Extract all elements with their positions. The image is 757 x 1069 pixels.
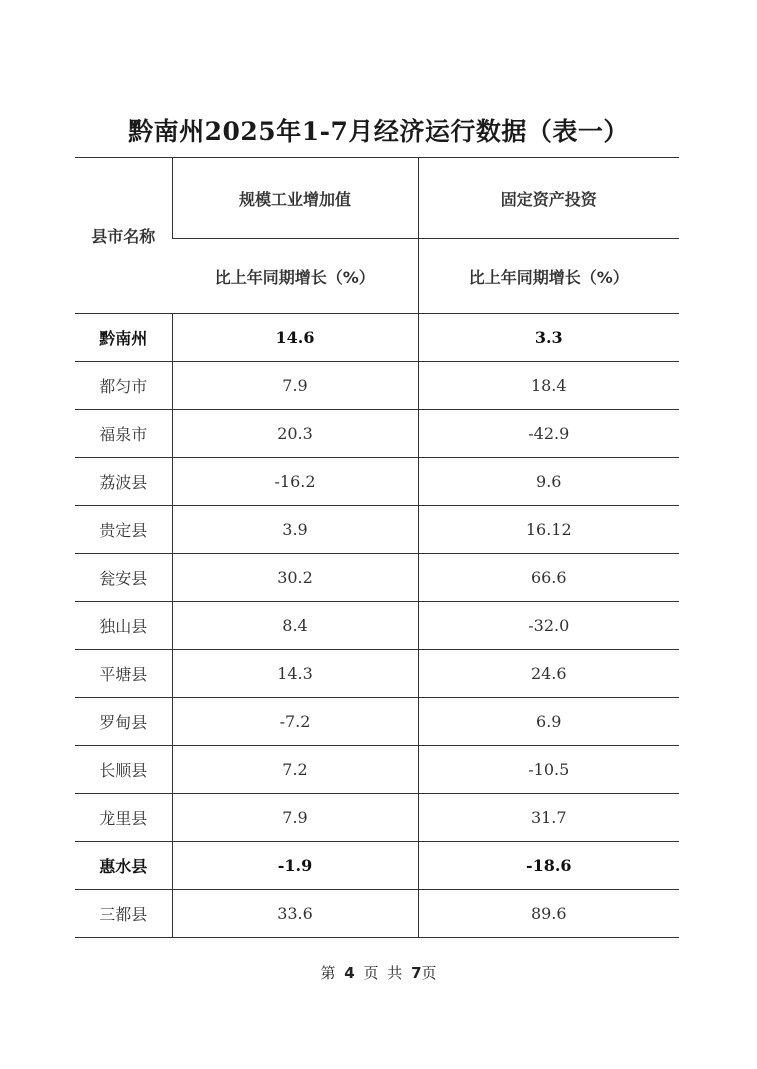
page-title: 黔南州2025年1-7月经济运行数据（表一） [128, 117, 629, 146]
industry-growth-cell: -1.9 [172, 842, 418, 890]
table-row [75, 794, 679, 842]
header-row [75, 158, 679, 239]
region-name-cell: 平塘县 [75, 650, 172, 698]
industry-growth-cell: 33.6 [172, 890, 418, 938]
industry-growth-cell: 30.2 [172, 554, 418, 602]
industry-growth-cell: 8.4 [172, 602, 418, 650]
region-name-cell: 独山县 [75, 602, 172, 650]
industry-growth-cell: 7.9 [172, 362, 418, 410]
region-name-cell: 长顺县 [75, 746, 172, 794]
region-name-cell: 贵定县 [75, 506, 172, 554]
region-name-cell: 龙里县 [75, 794, 172, 842]
region-name-cell: 罗甸县 [75, 698, 172, 746]
investment-growth-cell: 6.9 [418, 698, 679, 746]
investment-growth-subheader: 比上年同期增长（%） [418, 239, 679, 314]
table-row [75, 842, 679, 890]
table-row [75, 890, 679, 938]
footer-suffix: 页 [421, 964, 437, 982]
table-row [75, 314, 679, 362]
region-name-cell: 福泉市 [75, 410, 172, 458]
investment-growth-cell: 18.4 [418, 362, 679, 410]
investment-growth-cell: 9.6 [418, 458, 679, 506]
investment-growth-cell: -18.6 [418, 842, 679, 890]
industry-growth-cell: 7.2 [172, 746, 418, 794]
investment-growth-cell: 31.7 [418, 794, 679, 842]
industry-growth-cell: -16.2 [172, 458, 418, 506]
footer-page-number: 4 [344, 964, 355, 982]
table-row [75, 410, 679, 458]
economic-data-table [75, 157, 679, 938]
investment-growth-cell: -32.0 [418, 602, 679, 650]
investment-growth-cell: -10.5 [418, 746, 679, 794]
industry-growth-cell: 14.6 [172, 314, 418, 362]
industry-column-header: 规模工业增加值 [172, 158, 418, 239]
table-row [75, 698, 679, 746]
region-name-cell: 荔波县 [75, 458, 172, 506]
investment-growth-cell: 89.6 [418, 890, 679, 938]
footer-total-pages: 7 [411, 964, 422, 982]
table-row [75, 746, 679, 794]
table-row [75, 554, 679, 602]
region-name-cell: 都匀市 [75, 362, 172, 410]
footer-prefix: 第 [320, 964, 336, 982]
investment-growth-cell: -42.9 [418, 410, 679, 458]
region-name-cell: 瓮安县 [75, 554, 172, 602]
industry-growth-cell: -7.2 [172, 698, 418, 746]
table-row [75, 506, 679, 554]
investment-growth-cell: 3.3 [418, 314, 679, 362]
footer-middle: 页 共 [363, 964, 403, 982]
region-name-cell: 惠水县 [75, 842, 172, 890]
investment-growth-cell: 66.6 [418, 554, 679, 602]
industry-growth-cell: 20.3 [172, 410, 418, 458]
page-footer [0, 962, 757, 983]
table-row [75, 362, 679, 410]
table-row [75, 602, 679, 650]
industry-growth-cell: 3.9 [172, 506, 418, 554]
investment-column-header: 固定资产投资 [418, 158, 679, 239]
table-row [75, 458, 679, 506]
region-name-cell: 三都县 [75, 890, 172, 938]
table-row [75, 650, 679, 698]
investment-growth-cell: 16.12 [418, 506, 679, 554]
investment-growth-cell: 24.6 [418, 650, 679, 698]
industry-growth-cell: 7.9 [172, 794, 418, 842]
region-name-cell: 黔南州 [75, 314, 172, 362]
region-column-header: 县市名称 [75, 158, 172, 314]
industry-growth-subheader: 比上年同期增长（%） [172, 239, 418, 314]
industry-growth-cell: 14.3 [172, 650, 418, 698]
